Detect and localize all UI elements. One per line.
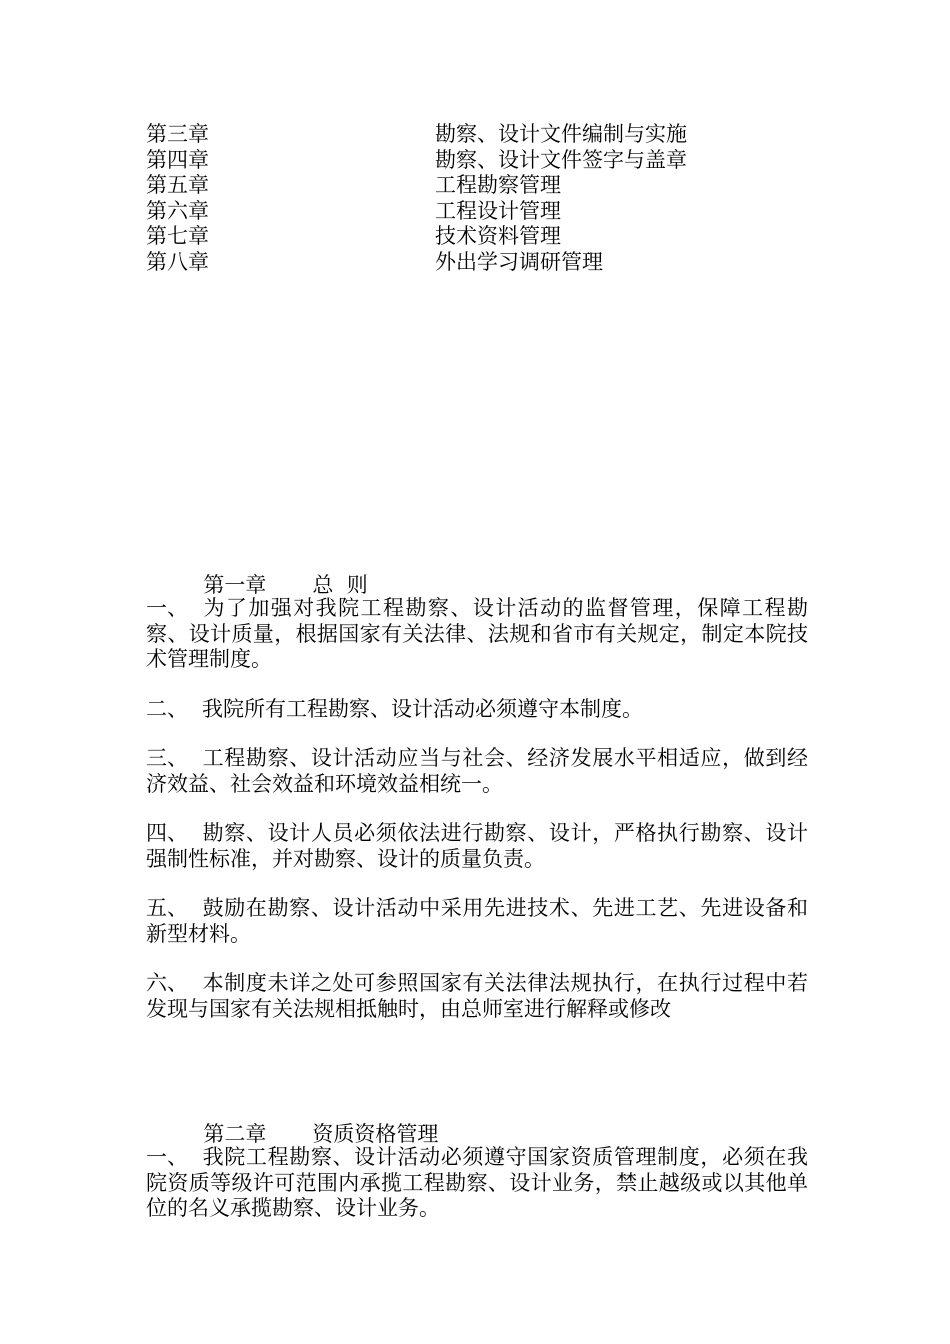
toc-row — [146, 250, 846, 276]
article-text: 鼓励在勘察、设计活动中采用先进技术、先进工艺、先进设备和新型材料。 — [146, 896, 808, 946]
toc-chapter: 第七章 — [146, 224, 209, 248]
article-number: 一、 — [146, 1145, 188, 1169]
toc-chapter: 第六章 — [146, 198, 209, 223]
chapter-heading — [190, 1095, 438, 1147]
toc-title: 勘察、设计文件签字与盖章 — [435, 147, 687, 172]
toc-row — [146, 173, 846, 199]
toc-title: 勘察、设计文件编制与实施 — [435, 122, 687, 146]
article-number: 四、 — [146, 821, 188, 845]
article-paragraph — [146, 896, 808, 947]
article-paragraph — [146, 697, 808, 723]
article-number: 二、 — [146, 697, 188, 721]
chapter-label: 第二章 — [203, 1122, 267, 1146]
article-paragraph — [146, 746, 808, 797]
toc-row — [146, 224, 846, 250]
article-paragraph — [146, 1145, 808, 1222]
article-number: 五、 — [146, 896, 188, 920]
chapter-label: 第一章 — [203, 573, 267, 597]
article-text: 我院工程勘察、设计活动必须遵守国家资质管理制度，必须在我院资质等级许可范围内承揽工程勘察、设计业务，禁止越级或以其他单位的名义承揽勘察、设计业务。 — [146, 1145, 808, 1220]
article-paragraph — [146, 596, 808, 673]
toc-chapter: 第四章 — [146, 147, 209, 172]
article-number: 一、 — [146, 596, 188, 620]
toc-chapter: 第八章 — [146, 249, 209, 274]
toc-chapter: 第五章 — [146, 173, 209, 197]
article-paragraph — [146, 821, 808, 872]
article-text: 我院所有工程勘察、设计活动必须遵守本制度。 — [202, 697, 643, 721]
article-text: 工程勘察、设计活动应当与社会、经济发展水平相适应，做到经济效益、社会效益和环境效益相统一。 — [146, 746, 808, 796]
toc-row — [146, 199, 846, 225]
toc-title: 外出学习调研管理 — [435, 249, 603, 274]
chapter-title: 总 则 — [312, 573, 368, 597]
article-paragraph — [146, 971, 808, 1022]
toc-title: 技术资料管理 — [435, 224, 561, 248]
toc-title: 工程勘察管理 — [435, 173, 561, 197]
toc-chapter: 第三章 — [146, 122, 209, 146]
article-text: 为了加强对我院工程勘察、设计活动的监督管理，保障工程勘察、设计质量，根据国家有关法律、法规和省市有关规定，制定本院技术管理制度。 — [146, 596, 808, 671]
toc-row — [146, 122, 846, 148]
chapter-title: 资质资格管理 — [312, 1122, 439, 1146]
article-text: 本制度未详之处可参照国家有关法律法规执行，在执行过程中若发现与国家有关法规相抵触时，由总师室进行解释或修改 — [146, 971, 808, 1021]
article-number: 三、 — [146, 746, 188, 770]
toc-row — [146, 148, 846, 174]
article-number: 六、 — [146, 971, 188, 995]
toc-title: 工程设计管理 — [435, 198, 561, 223]
chapter-heading — [190, 546, 368, 598]
article-text: 勘察、设计人员必须依法进行勘察、设计，严格执行勘察、设计强制性标准，并对勘察、设计的质量负责。 — [146, 821, 808, 871]
table-of-contents — [146, 122, 846, 275]
